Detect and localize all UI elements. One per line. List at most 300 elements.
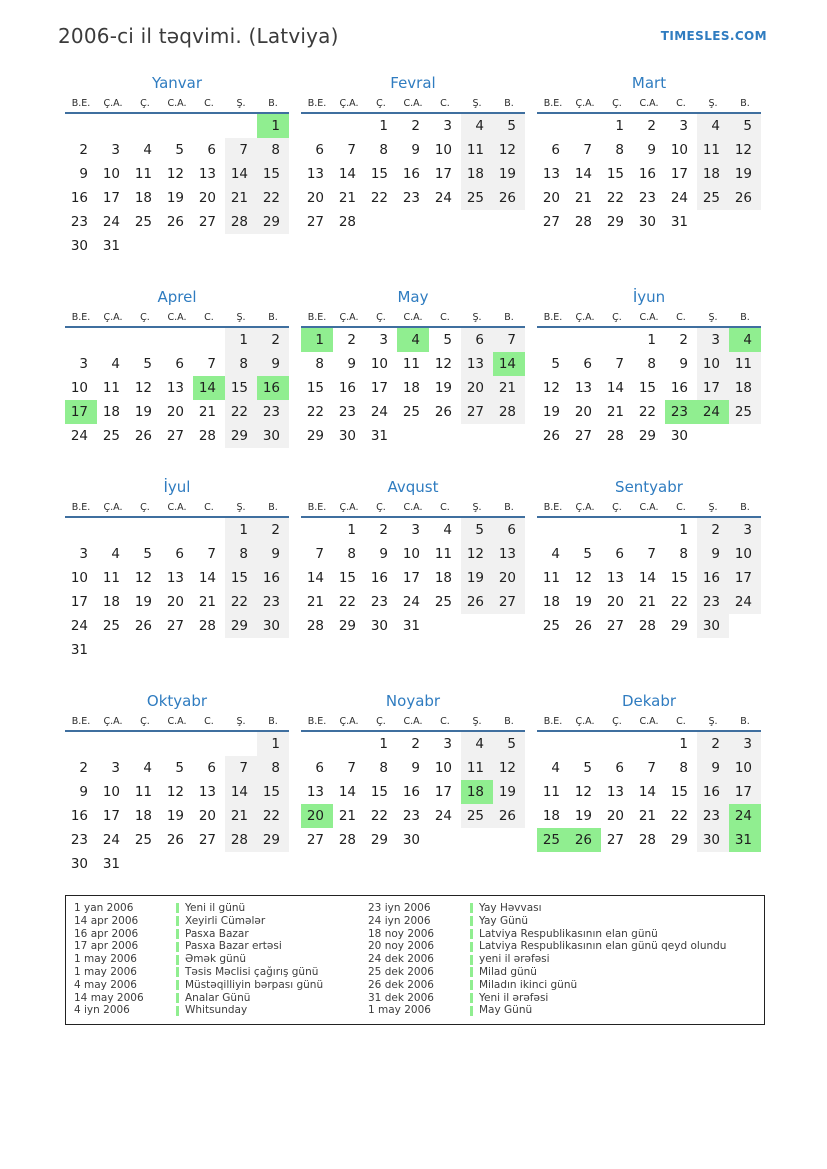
day-cell: 6 (551, 142, 560, 158)
month-title: İyun (632, 288, 666, 306)
weekday-header: Ş. (708, 98, 718, 109)
weekday-header: C.A. (403, 502, 423, 513)
weekday-header: Ç. (612, 312, 622, 323)
day-cell: 24 (70, 618, 88, 634)
weekday-header: Ş. (236, 502, 246, 513)
legend-date: 25 dek 2006 (368, 965, 434, 978)
day-cell: 6 (315, 760, 324, 776)
empty-cell (193, 732, 225, 756)
empty-cell (461, 614, 493, 638)
day-cell: 30 (638, 214, 656, 230)
day-cell: 14 (198, 570, 216, 586)
day-cell: 28 (198, 618, 216, 634)
weekday-header: B.E. (307, 716, 327, 727)
day-cell: 2 (257, 328, 289, 352)
day-cell: 10 (70, 570, 88, 586)
empty-cell (161, 234, 193, 258)
day-cell: 22 (257, 804, 289, 828)
day-cell: 8 (257, 138, 289, 162)
empty-cell (161, 732, 193, 756)
day-cell: 17 (729, 566, 761, 590)
day-cell: 9 (679, 356, 688, 372)
day-cell: 20 (301, 804, 333, 828)
empty-cell (161, 638, 193, 662)
day-cell: 1 (257, 114, 289, 138)
day-cell: 23 (257, 400, 289, 424)
empty-cell (429, 210, 461, 234)
day-cell: 29 (638, 428, 656, 444)
day-cell: 9 (257, 352, 289, 376)
weekday-header: C.A. (403, 98, 423, 109)
weekday-header: Ç.A. (339, 502, 359, 513)
day-cell: 30 (257, 614, 289, 638)
weekday-header: B.E. (543, 502, 563, 513)
weekday-header: Ç. (612, 716, 622, 727)
holiday-tick-icon (176, 903, 179, 913)
day-cell: 23 (697, 590, 729, 614)
day-cell: 28 (493, 400, 525, 424)
day-cell: 29 (670, 618, 688, 634)
empty-cell (97, 732, 129, 756)
holiday-tick-icon (176, 993, 179, 1003)
weekday-header: Ç.A. (103, 502, 123, 513)
day-cell: 20 (542, 190, 560, 206)
day-cell: 27 (461, 400, 493, 424)
day-cell: 2 (697, 518, 729, 542)
day-cell: 13 (542, 166, 560, 182)
day-cell: 16 (70, 808, 88, 824)
day-cell: 13 (166, 380, 184, 396)
day-cell: 3 (729, 732, 761, 756)
weekday-header: Ş. (236, 312, 246, 323)
day-cell: 29 (370, 832, 388, 848)
day-cell: 4 (551, 546, 560, 562)
weekday-header: Ş. (472, 716, 482, 727)
day-cell: 11 (102, 380, 120, 396)
day-cell: 12 (493, 756, 525, 780)
weekday-header: Ç. (140, 98, 150, 109)
legend-holiday-label: Miladın ikinci günü (479, 978, 578, 991)
weekday-row (537, 502, 761, 518)
day-cell: 10 (434, 142, 452, 158)
day-cell: 22 (225, 590, 257, 614)
day-cell: 15 (670, 570, 688, 586)
day-cell: 5 (729, 114, 761, 138)
day-cell: 30 (370, 618, 388, 634)
day-cell: 25 (729, 400, 761, 424)
day-cell: 5 (583, 546, 592, 562)
day-cell: 11 (729, 352, 761, 376)
empty-cell (461, 424, 493, 448)
day-cell: 3 (697, 328, 729, 352)
legend-holiday-label: Latviya Respublikasının elan günü (479, 927, 658, 940)
day-cell: 18 (461, 162, 493, 186)
legend-holiday-label: yeni il ərəfəsi (479, 953, 550, 966)
empty-cell (129, 732, 161, 756)
day-cell: 6 (615, 760, 624, 776)
day-cell: 17 (102, 808, 120, 824)
day-cell: 27 (198, 832, 216, 848)
weekday-header: C.A. (639, 502, 659, 513)
empty-cell (569, 518, 601, 542)
weekday-header: Ş. (236, 716, 246, 727)
month-days (537, 328, 761, 448)
day-cell: 18 (542, 808, 560, 824)
day-cell: 24 (102, 214, 120, 230)
day-cell: 14 (225, 780, 257, 804)
day-cell: 25 (102, 428, 120, 444)
empty-cell (493, 828, 525, 852)
day-cell: 24 (434, 808, 452, 824)
legend-holiday-name (176, 966, 366, 979)
day-cell: 8 (615, 142, 624, 158)
calendar-grid (65, 74, 827, 876)
month-title: May (397, 288, 429, 306)
legend-holiday-label: Təsis Məclisi çağırış günü (185, 965, 319, 978)
month-days (301, 328, 525, 448)
month-block (301, 692, 525, 852)
day-cell: 5 (175, 142, 184, 158)
empty-cell (697, 424, 729, 448)
day-cell: 23 (665, 400, 697, 424)
day-cell: 14 (574, 166, 592, 182)
day-cell: 24 (729, 804, 761, 828)
day-cell: 6 (461, 328, 493, 352)
day-cell: 2 (697, 732, 729, 756)
day-cell: 1 (647, 332, 656, 348)
weekday-row (301, 312, 525, 328)
day-cell: 18 (102, 404, 120, 420)
empty-cell (493, 210, 525, 234)
day-cell: 22 (370, 190, 388, 206)
day-cell: 21 (338, 190, 356, 206)
legend-date: 20 noy 2006 (368, 940, 435, 953)
weekday-header: Ç.A. (103, 312, 123, 323)
day-cell: 17 (434, 784, 452, 800)
day-cell: 9 (411, 760, 420, 776)
day-cell: 31 (102, 856, 120, 872)
weekday-row (537, 98, 761, 114)
day-cell: 22 (306, 404, 324, 420)
day-cell: 23 (70, 832, 88, 848)
empty-cell (537, 518, 569, 542)
day-cell: 5 (551, 356, 560, 372)
day-cell: 8 (647, 356, 656, 372)
legend-holiday-label: Əmək günü (185, 953, 247, 966)
day-cell: 6 (175, 546, 184, 562)
day-cell: 27 (542, 214, 560, 230)
empty-cell (633, 518, 665, 542)
month-block (301, 288, 525, 448)
day-cell: 24 (697, 400, 729, 424)
weekday-header: B. (268, 502, 278, 513)
empty-cell (225, 732, 257, 756)
day-cell: 31 (670, 214, 688, 230)
weekday-header: B. (268, 312, 278, 323)
empty-cell (301, 518, 333, 542)
day-cell: 5 (461, 518, 493, 542)
month-title: Noyabr (385, 692, 441, 710)
weekday-header: B.E. (307, 502, 327, 513)
weekday-header: Ç.A. (103, 98, 123, 109)
day-cell: 30 (402, 832, 420, 848)
day-cell: 18 (729, 376, 761, 400)
day-cell: 2 (347, 332, 356, 348)
month-days (301, 114, 525, 234)
day-cell: 19 (134, 404, 152, 420)
day-cell: 15 (257, 780, 289, 804)
legend-date: 24 dek 2006 (368, 953, 434, 966)
weekday-header: Ş. (472, 98, 482, 109)
day-cell: 26 (461, 590, 493, 614)
month-block (537, 692, 761, 852)
empty-cell (225, 638, 257, 662)
day-cell: 30 (70, 238, 88, 254)
empty-cell (65, 732, 97, 756)
day-cell: 5 (143, 546, 152, 562)
day-cell: 13 (606, 570, 624, 586)
day-cell: 7 (493, 328, 525, 352)
day-cell: 12 (574, 570, 592, 586)
legend-date: 1 may 2006 (74, 953, 137, 966)
brand-link[interactable]: TIMESLES.COM (660, 29, 767, 43)
holiday-tick-icon (176, 929, 179, 939)
weekday-header: C. (204, 502, 214, 513)
day-cell: 24 (434, 190, 452, 206)
weekday-row (537, 716, 761, 732)
weekday-header: B.E. (71, 98, 91, 109)
day-cell: 30 (338, 428, 356, 444)
empty-cell (601, 328, 633, 352)
legend-holiday-name (470, 1004, 760, 1017)
day-cell: 5 (583, 760, 592, 776)
day-cell: 28 (225, 828, 257, 852)
day-cell: 22 (606, 190, 624, 206)
day-cell: 7 (615, 356, 624, 372)
empty-cell (97, 638, 129, 662)
day-cell: 10 (102, 784, 120, 800)
day-cell: 8 (347, 546, 356, 562)
day-cell: 28 (606, 428, 624, 444)
day-cell: 9 (697, 756, 729, 780)
legend-holiday-label: Analar Günü (185, 991, 251, 1004)
day-cell: 4 (461, 732, 493, 756)
weekday-header: B. (740, 98, 750, 109)
month-title: Aprel (157, 288, 197, 306)
day-cell: 24 (670, 190, 688, 206)
day-cell: 11 (542, 784, 560, 800)
legend-date: 18 noy 2006 (368, 927, 435, 940)
month-days (537, 114, 761, 234)
legend-holiday-name (176, 915, 366, 928)
legend-holiday-label: Pasxa Bazar (185, 927, 249, 940)
day-cell: 26 (574, 618, 592, 634)
day-cell: 1 (301, 328, 333, 352)
day-cell: 4 (551, 760, 560, 776)
day-cell: 30 (70, 856, 88, 872)
weekday-header: Ç. (612, 502, 622, 513)
weekday-header: C.A. (167, 716, 187, 727)
day-cell: 25 (434, 594, 452, 610)
month-days (537, 732, 761, 852)
day-cell: 13 (306, 166, 324, 182)
holiday-tick-icon (176, 980, 179, 990)
day-cell: 15 (257, 162, 289, 186)
legend-holiday-name (470, 928, 760, 941)
day-cell: 8 (379, 142, 388, 158)
day-cell: 7 (225, 138, 257, 162)
day-cell: 12 (434, 356, 452, 372)
empty-cell (697, 210, 729, 234)
weekday-header: B.E. (543, 716, 563, 727)
day-cell: 9 (411, 142, 420, 158)
legend-holiday-name (470, 992, 760, 1005)
weekday-header: Ç. (140, 716, 150, 727)
empty-cell (569, 114, 601, 138)
day-cell: 5 (493, 114, 525, 138)
holiday-tick-icon (470, 955, 473, 965)
weekday-header: Ç.A. (575, 98, 595, 109)
legend-date: 17 apr 2006 (74, 940, 139, 953)
legend-date: 1 may 2006 (368, 1004, 431, 1017)
day-cell: 17 (102, 190, 120, 206)
day-cell: 17 (729, 780, 761, 804)
day-cell: 10 (729, 756, 761, 780)
day-cell: 21 (493, 376, 525, 400)
empty-cell (257, 638, 289, 662)
day-cell: 3 (729, 518, 761, 542)
day-cell: 20 (606, 808, 624, 824)
day-cell: 16 (697, 566, 729, 590)
day-cell: 11 (542, 570, 560, 586)
weekday-header: Ç. (140, 502, 150, 513)
day-cell: 2 (411, 736, 420, 752)
holiday-tick-icon (176, 916, 179, 926)
day-cell: 13 (166, 570, 184, 586)
weekday-header: B.E. (543, 98, 563, 109)
day-cell: 31 (70, 642, 88, 658)
legend-holiday-name (176, 940, 366, 953)
day-cell: 28 (198, 428, 216, 444)
day-cell: 18 (542, 594, 560, 610)
day-cell: 1 (615, 118, 624, 134)
day-cell: 17 (670, 166, 688, 182)
day-cell: 26 (542, 428, 560, 444)
holiday-tick-icon (470, 916, 473, 926)
legend-date: 31 dek 2006 (368, 991, 434, 1004)
month-block (537, 288, 761, 448)
weekday-header: C. (204, 716, 214, 727)
weekday-header: Ş. (472, 502, 482, 513)
day-cell: 26 (729, 186, 761, 210)
legend-holiday-label: Yeni il ərəfəsi (479, 991, 549, 1004)
legend-holiday-name (470, 953, 760, 966)
page-title: 2006-ci il təqvimi. (Latviya) (58, 24, 339, 48)
day-cell: 9 (379, 546, 388, 562)
weekday-header: C. (676, 502, 686, 513)
day-cell: 27 (574, 428, 592, 444)
day-cell: 3 (79, 546, 88, 562)
empty-cell (97, 518, 129, 542)
month-days (65, 732, 289, 876)
legend-date: 23 iyn 2006 (368, 902, 431, 914)
empty-cell (257, 234, 289, 258)
month-block (537, 74, 761, 234)
day-cell: 16 (670, 380, 688, 396)
day-cell: 29 (606, 214, 624, 230)
legend-holiday-name (470, 915, 760, 928)
day-cell: 10 (402, 546, 420, 562)
day-cell: 10 (670, 142, 688, 158)
day-cell: 5 (175, 760, 184, 776)
weekday-header: Ş. (708, 502, 718, 513)
weekday-header: B. (504, 716, 514, 727)
weekday-header: C. (676, 98, 686, 109)
day-cell: 17 (402, 570, 420, 586)
legend-holiday-label: Yay Günü (479, 914, 529, 927)
day-cell: 10 (434, 760, 452, 776)
weekday-header: Ç. (376, 502, 386, 513)
day-cell: 4 (143, 760, 152, 776)
day-cell: 19 (134, 594, 152, 610)
legend-holiday-label: Xeyirli Cümələr (185, 914, 266, 927)
day-cell: 28 (306, 618, 324, 634)
day-cell: 26 (569, 828, 601, 852)
day-cell: 21 (638, 808, 656, 824)
day-cell: 22 (670, 594, 688, 610)
weekday-header: Ç.A. (339, 716, 359, 727)
day-cell: 15 (370, 784, 388, 800)
day-cell: 13 (606, 784, 624, 800)
weekday-header: C.A. (403, 716, 423, 727)
day-cell: 18 (461, 780, 493, 804)
day-cell: 9 (697, 542, 729, 566)
day-cell: 1 (347, 522, 356, 538)
month-block (537, 478, 761, 638)
month-days (301, 732, 525, 852)
day-cell: 31 (402, 618, 420, 634)
day-cell: 12 (493, 138, 525, 162)
day-cell: 16 (697, 780, 729, 804)
day-cell: 30 (670, 428, 688, 444)
weekday-header: B. (740, 716, 750, 727)
day-cell: 4 (111, 546, 120, 562)
day-cell: 21 (606, 404, 624, 420)
day-cell: 3 (679, 118, 688, 134)
weekday-header: Ç.A. (103, 716, 123, 727)
empty-cell (429, 614, 461, 638)
day-cell: 1 (379, 736, 388, 752)
day-cell: 17 (70, 594, 88, 610)
empty-cell (397, 210, 429, 234)
day-cell: 27 (306, 832, 324, 848)
day-cell: 12 (461, 542, 493, 566)
day-cell: 9 (79, 784, 88, 800)
day-cell: 21 (225, 804, 257, 828)
day-cell: 21 (198, 404, 216, 420)
day-cell: 3 (111, 760, 120, 776)
weekday-header: Ş. (708, 312, 718, 323)
day-cell: 19 (493, 780, 525, 804)
legend-holiday-label: Latviya Respublikasının elan günü qeyd olundu (479, 940, 727, 953)
legend-holiday-name (176, 992, 366, 1005)
day-cell: 11 (434, 546, 452, 562)
day-cell: 2 (79, 760, 88, 776)
day-cell: 28 (225, 210, 257, 234)
day-cell: 21 (198, 594, 216, 610)
day-cell: 14 (493, 352, 525, 376)
day-cell: 18 (402, 380, 420, 396)
